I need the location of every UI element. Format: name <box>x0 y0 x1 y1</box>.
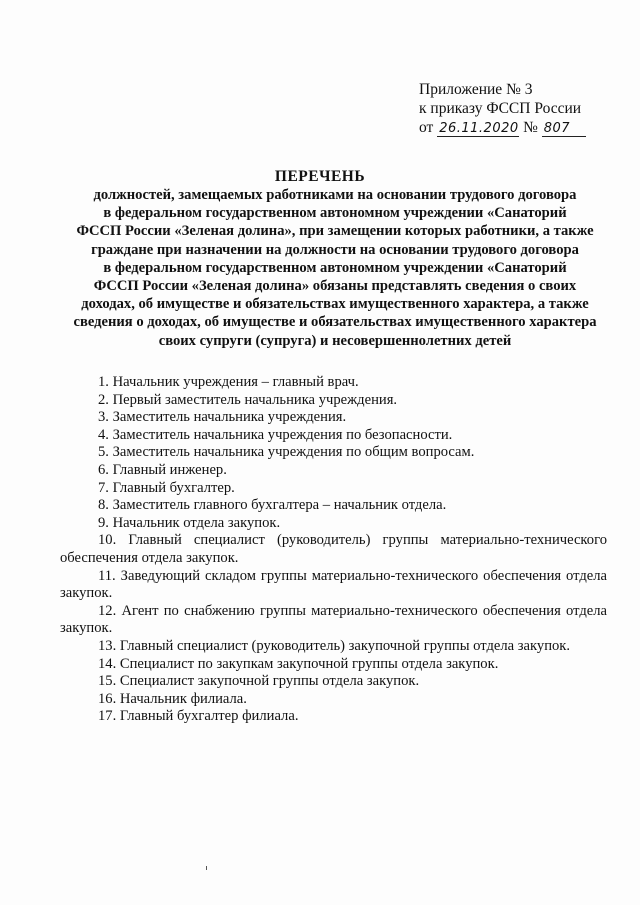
list-item: 7. Главный бухгалтер. <box>98 479 235 496</box>
list-item: 13. Главный специалист (руководитель) закупочной группы отдела закупок. <box>98 637 571 654</box>
heading-line: ФССП России «Зеленая долина» обязаны представлять сведения о своих <box>93 278 577 295</box>
date-prefix: от <box>419 119 434 136</box>
heading-line: своих супруги (супруга) и несовершеннолетних детей <box>158 332 512 349</box>
appendix-date-line <box>419 118 586 137</box>
list-item: 4. Заместитель начальника учреждения по безопасности. <box>98 426 453 443</box>
list-item: 16. Начальник филиала. <box>98 690 247 707</box>
appendix-number: Приложение № 3 <box>419 81 533 98</box>
positions-list <box>60 374 607 726</box>
heading-line: должностей, замещаемых работниками на основании трудового договора <box>93 187 577 203</box>
handwritten-date: 26.11.2020 <box>439 121 519 136</box>
list-item: 15. Специалист закупочной группы отдела закупок. <box>98 673 420 690</box>
list-item: 11. Заведующий складом группы материально-технического обеспечения отдела закупок. <box>60 567 607 602</box>
scan-speck <box>206 866 207 870</box>
appendix-order-reference: к приказу ФССП России <box>419 100 582 117</box>
appendix-block <box>419 80 586 137</box>
heading-line: граждане при назначении на должности на основании трудового договора <box>91 241 579 258</box>
document-heading <box>60 186 610 350</box>
number-prefix: № <box>523 119 538 136</box>
list-item: 8. Заместитель главного бухгалтера – начальник отдела. <box>98 497 447 514</box>
list-item: 3. Заместитель начальника учреждения. <box>98 409 347 426</box>
list-item: 12. Агент по снабжению группы материально-технического обеспечения отдела закупок. <box>60 602 607 637</box>
heading-line: доходах, об имуществе и обязательствах имущественного характера, а также <box>81 296 589 313</box>
heading-line: сведения о доходах, об имуществе и обязательствах имущественного характера <box>73 314 597 331</box>
list-item: 14. Специалист по закупкам закупочной группы отдела закупок. <box>98 655 499 672</box>
heading-line: в федеральном государственном автономном учреждении «Санаторий <box>103 205 567 222</box>
list-item: 17. Главный бухгалтер филиала. <box>98 708 299 725</box>
heading-line: в федеральном государственном автономном учреждении «Санаторий <box>103 259 567 276</box>
list-item: 2. Первый заместитель начальника учреждения. <box>98 391 398 408</box>
list-item: 6. Главный инженер. <box>98 461 227 478</box>
document-title: ПЕРЕЧЕНЬ <box>274 168 366 185</box>
list-item: 9. Начальник отдела закупок. <box>98 514 281 531</box>
handwritten-number: 807 <box>542 121 586 137</box>
list-item: 1. Начальник учреждения – главный врач. <box>98 374 359 390</box>
list-item: 5. Заместитель начальника учреждения по общим вопросам. <box>98 444 475 461</box>
list-item: 10. Главный специалист (руководитель) группы материально-технического обеспечения отдела закупок. <box>60 532 607 566</box>
heading-line: ФССП России «Зеленая долина», при замещении которых работники, а также <box>76 223 594 240</box>
